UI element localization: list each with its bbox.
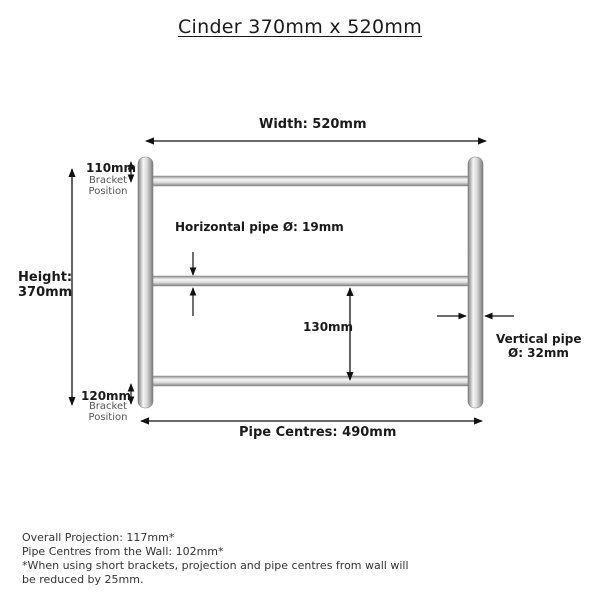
top-bracket-word: Bracket (88, 175, 128, 186)
top-horizontal-pipe (148, 176, 474, 186)
top-position-word: Position (88, 186, 128, 197)
note-overall-projection: Overall Projection: 117mm* (22, 531, 175, 544)
top-bracket-label: 110mm (86, 161, 137, 175)
title-text: Cinder 370mm x 520mm (177, 16, 423, 38)
spacing-label: 130mm (303, 320, 354, 334)
middle-horizontal-pipe (148, 276, 474, 286)
bottom-bracket-label: 120mm (81, 389, 132, 403)
notes-block (22, 531, 442, 587)
pipe-centres-label: Pipe Centres: 490mm (239, 425, 397, 440)
left-vertical-pipe (138, 157, 153, 408)
height-label-line2: 370mm (18, 285, 73, 300)
width-label: Width: 520mm (259, 117, 367, 132)
bottom-position-word: Position (88, 412, 128, 423)
bottom-horizontal-pipe (148, 376, 474, 386)
bottom-bracket-word: Bracket (88, 401, 128, 412)
note-short-brackets: *When using short brackets, projection and pipe centres from wall will (22, 559, 409, 572)
right-vertical-pipe (468, 157, 483, 408)
height-label-line1: Height: (18, 270, 73, 285)
vertical-pipe-label-line1: Vertical pipe (496, 332, 582, 346)
note-reduction: be reduced by 25mm. (22, 573, 144, 586)
horizontal-pipe-label: Horizontal pipe Ø: 19mm (175, 220, 344, 234)
vertical-pipe-label-line2: Ø: 32mm (508, 346, 569, 360)
note-pipe-centres-wall: Pipe Centres from the Wall: 102mm* (22, 545, 224, 558)
